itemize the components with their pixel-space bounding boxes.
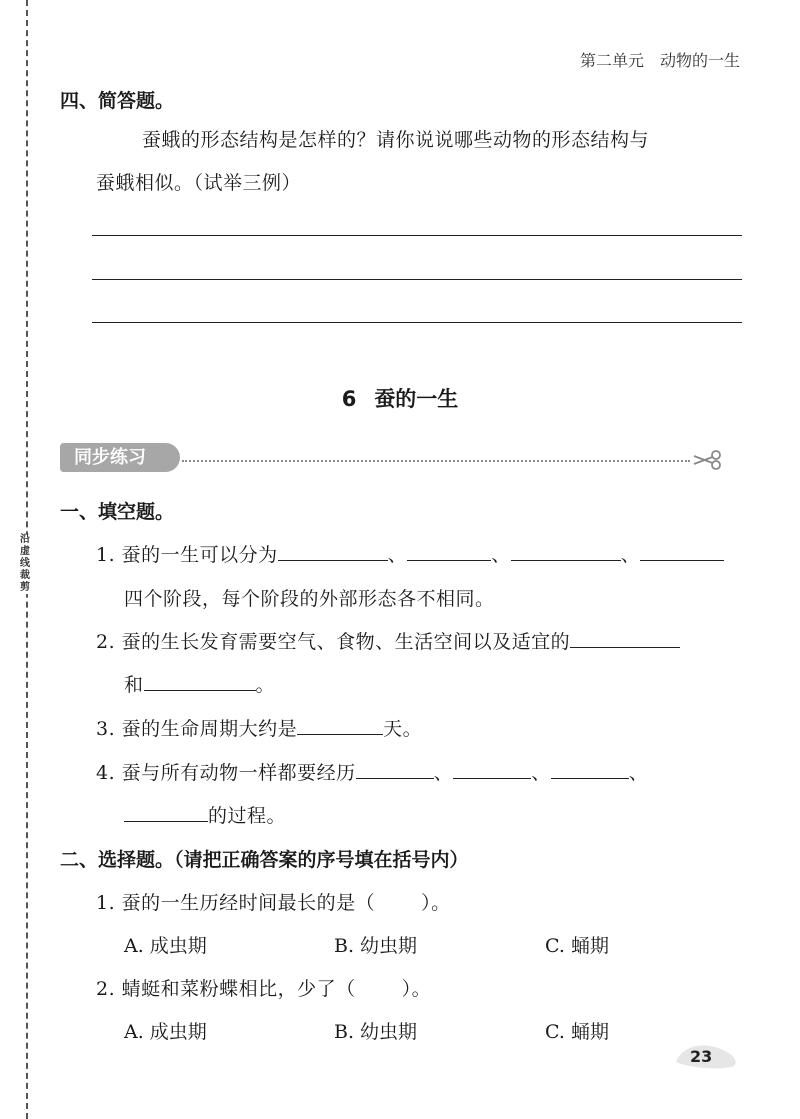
fill-q4-line2 <box>124 801 286 828</box>
fill-q2-line2 <box>124 670 275 697</box>
answer-line-1[interactable] <box>92 235 742 236</box>
fill-q1-line2: 四个阶段，每个阶段的外部形态各不相同。 <box>124 588 495 610</box>
answer-line-2[interactable] <box>92 279 742 280</box>
fill-q1-sep-a: 、 <box>387 544 408 566</box>
choice-q2-option-c[interactable]: C. 蛹期 <box>545 1021 609 1043</box>
fill-q4-suffix: 的过程。 <box>208 805 287 827</box>
chapter-title <box>0 383 800 413</box>
choice-q2-option-b[interactable]: B. 幼虫期 <box>334 1021 418 1043</box>
fill-q2-and: 和 <box>124 674 144 696</box>
choice-q2-option-a[interactable]: A. 成虫期 <box>124 1021 207 1043</box>
fill-q1-blank-1[interactable] <box>278 542 388 561</box>
choice-q1 <box>96 888 451 915</box>
fill-q4-sep2: 、 <box>531 762 551 784</box>
fill-q4-sep3: 、 <box>628 762 649 784</box>
fill-q4-blank-2[interactable] <box>453 760 531 779</box>
fill-q2-line1 <box>96 627 680 654</box>
chapter-name: 蚕的一生 <box>374 387 459 411</box>
fill-q1-blank-4[interactable] <box>640 542 724 561</box>
header-unit: 第二单元 <box>579 51 644 70</box>
fill-q3-prefix: 3. 蚕的生命周期大约是 <box>96 718 298 740</box>
fill-q4-prefix: 4. 蚕与所有动物一样都要经历 <box>96 762 356 784</box>
fill-q2-end: 。 <box>255 674 276 696</box>
fill-q3-blank[interactable] <box>297 716 383 735</box>
fill-q1-blank-2[interactable] <box>407 542 491 561</box>
fill-q2-blank-2[interactable] <box>144 672 256 691</box>
fill-q4-sep1: 、 <box>433 762 454 784</box>
page-number: 23 <box>690 1047 713 1066</box>
header-topic: 动物的一生 <box>659 51 740 70</box>
fill-blank-heading: 一、填空题。 <box>60 501 175 523</box>
cut-guide-label: 沿虚线裁剪 <box>17 534 33 594</box>
choice-q2-prefix: 2. 蜻蜓和菜粉蝶相比，少了（ <box>96 978 356 1000</box>
fill-q3 <box>96 714 422 741</box>
running-header <box>580 48 740 71</box>
fill-q4-blank-1[interactable] <box>356 760 434 779</box>
fill-q1-sep-b: 、 <box>491 544 511 566</box>
choice-q1-option-b[interactable]: B. 幼虫期 <box>334 935 418 957</box>
answer-line-3[interactable] <box>92 322 742 323</box>
fill-q1-sep-c: 、 <box>620 544 641 566</box>
scissors-icon <box>692 448 722 472</box>
fill-q4-blank-3[interactable] <box>551 760 629 779</box>
short-answer-question-line2: 蚕蛾相似。（试举三例） <box>96 172 302 194</box>
practice-tab: 同步练习 <box>60 443 180 472</box>
choice-q1-suffix: ）。 <box>421 892 451 914</box>
fill-q2-text: 2. 蚕的生长发育需要空气、食物、生活空间以及适宜的 <box>96 631 571 653</box>
short-answer-question-line1: 蚕蛾的形态结构是怎样的？请你说说哪些动物的形态结构与 <box>142 129 650 151</box>
fill-q1-line1 <box>96 540 724 567</box>
choice-heading: 二、选择题。（请把正确答案的序号填在括号内） <box>60 849 469 871</box>
fill-q3-suffix: 天。 <box>383 718 423 740</box>
practice-divider <box>182 460 690 462</box>
choice-q1-prefix: 1. 蚕的一生历经时间最长的是（ <box>96 892 376 914</box>
choice-q2 <box>96 974 431 1001</box>
fill-q4-blank-4[interactable] <box>124 803 208 822</box>
chapter-number: 6 <box>341 387 357 411</box>
fill-q4-line1 <box>96 758 648 785</box>
choice-q1-option-a[interactable]: A. 成虫期 <box>124 935 207 957</box>
choice-q1-option-c[interactable]: C. 蛹期 <box>545 935 609 957</box>
fill-q1-blank-3[interactable] <box>511 542 621 561</box>
choice-q2-suffix: ）。 <box>401 978 432 1000</box>
fill-q2-blank-1[interactable] <box>570 629 680 648</box>
fill-q1-prefix: 1. 蚕的一生可以分为 <box>96 544 278 566</box>
short-answer-heading: 四、简答题。 <box>60 90 175 112</box>
